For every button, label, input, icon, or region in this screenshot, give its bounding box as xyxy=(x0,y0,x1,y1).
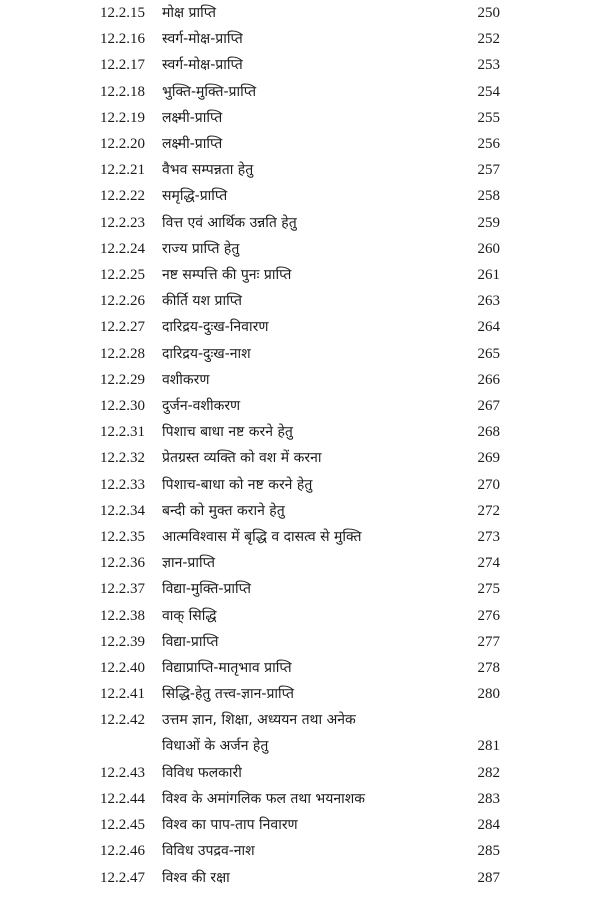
entry-title: वशीकरण xyxy=(162,371,210,388)
toc-entry xyxy=(0,236,600,262)
entry-page-number: 252 xyxy=(477,31,500,48)
toc-entry xyxy=(0,472,600,498)
toc-entry xyxy=(0,288,600,314)
entry-page-number: 269 xyxy=(477,450,500,467)
toc-entry xyxy=(0,838,600,864)
entry-title: बन्दी को मुक्त कराने हेतु xyxy=(162,502,285,519)
toc-entry xyxy=(0,131,600,157)
entry-number: 12.2.38 xyxy=(100,607,145,624)
toc-entry xyxy=(0,419,600,445)
entry-page-number: 266 xyxy=(477,371,500,388)
entry-number: 12.2.32 xyxy=(100,450,145,467)
toc-entry xyxy=(0,105,600,131)
entry-number: 12.2.39 xyxy=(100,633,145,650)
entry-title: विश्व की रक्षा xyxy=(162,869,230,886)
entry-title: वाक् सिद्धि xyxy=(162,607,217,624)
toc-entry xyxy=(0,524,600,550)
entry-number: 12.2.17 xyxy=(100,57,145,74)
toc-entry xyxy=(0,314,600,340)
entry-number: 12.2.42 xyxy=(100,712,145,729)
entry-title: भुक्ति-मुक्ति-प्राप्ति xyxy=(162,83,257,100)
entry-page-number: 278 xyxy=(477,660,500,676)
toc-entry xyxy=(0,183,600,209)
entry-page-number: 261 xyxy=(477,267,500,283)
entry-title: विविध फलकारी xyxy=(162,764,242,781)
entry-number: 12.2.43 xyxy=(100,764,145,781)
entry-number: 12.2.19 xyxy=(100,109,145,126)
entry-page-number: 258 xyxy=(477,188,500,205)
entry-title: विद्या-प्राप्ति xyxy=(162,633,219,650)
entry-title: पिशाच बाधा नष्ट करने हेतु xyxy=(162,424,293,441)
toc-entry xyxy=(0,655,600,681)
entry-number: 12.2.15 xyxy=(100,5,145,21)
toc-entry xyxy=(0,79,600,105)
entry-page-number: 255 xyxy=(477,109,500,126)
entry-number: 12.2.45 xyxy=(100,817,145,834)
entry-title-continued: विधाओं के अर्जन हेतु xyxy=(162,738,269,755)
entry-number: 12.2.28 xyxy=(100,345,145,362)
entry-page-number: 285 xyxy=(477,843,500,860)
entry-page-number: 275 xyxy=(477,581,500,598)
toc-entry xyxy=(0,498,600,524)
entry-number: 12.2.47 xyxy=(100,869,145,886)
entry-page-number: 254 xyxy=(477,83,500,100)
entry-title: विश्व का पाप-ताप निवारण xyxy=(162,817,298,834)
entry-number: 12.2.31 xyxy=(100,424,145,441)
entry-page-number: 267 xyxy=(477,398,500,414)
entry-page-number: 272 xyxy=(477,502,500,519)
entry-number: 12.2.37 xyxy=(100,581,145,598)
entry-number: 12.2.27 xyxy=(100,319,145,336)
entry-number: 12.2.36 xyxy=(100,555,145,572)
entry-title: पिशाच-बाधा को नष्ट करने हेतु xyxy=(162,476,313,493)
toc-entry xyxy=(0,210,600,236)
entry-title: स्वर्ग-मोक्ष-प्राप्ति xyxy=(162,31,243,48)
entry-title: स्वर्ग-मोक्ष-प्राप्ति xyxy=(162,57,243,74)
entry-title: उत्तम ज्ञान, शिक्षा, अध्ययन तथा अनेक xyxy=(162,712,356,729)
entry-title: ज्ञान-प्राप्ति xyxy=(162,555,215,572)
entry-number: 12.2.20 xyxy=(100,136,145,152)
toc-entry xyxy=(0,603,600,629)
toc-entry xyxy=(0,393,600,419)
toc-entry xyxy=(0,52,600,78)
entry-number: 12.2.21 xyxy=(100,162,145,179)
entry-page-number: 281 xyxy=(477,738,500,755)
entry-number: 12.2.24 xyxy=(100,240,145,257)
entry-page-number: 280 xyxy=(477,686,500,703)
entry-number: 12.2.23 xyxy=(100,214,145,231)
entry-number: 12.2.33 xyxy=(100,476,145,493)
entry-page-number: 268 xyxy=(477,424,500,441)
entry-page-number: 253 xyxy=(477,57,500,74)
entry-page-number: 257 xyxy=(477,162,500,179)
entry-title: राज्य प्राप्ति हेतु xyxy=(162,240,240,257)
entry-page-number: 265 xyxy=(477,345,500,362)
toc-entry xyxy=(0,681,600,707)
entry-title: कीर्ति यश प्राप्ति xyxy=(162,293,243,310)
entry-number: 12.2.46 xyxy=(100,843,145,860)
entry-title: लक्ष्मी-प्राप्ति xyxy=(162,109,223,126)
toc-entry xyxy=(0,707,600,759)
toc-entry xyxy=(0,367,600,393)
toc-entry xyxy=(0,760,600,786)
entry-number: 12.2.44 xyxy=(100,791,145,807)
entry-number: 12.2.40 xyxy=(100,660,145,676)
entry-title: मोक्ष प्राप्ति xyxy=(162,5,216,21)
entry-title: सिद्धि-हेतु तत्त्व-ज्ञान-प्राप्ति xyxy=(162,686,294,703)
entry-number: 12.2.26 xyxy=(100,293,145,310)
entry-page-number: 273 xyxy=(477,529,500,545)
entry-page-number: 283 xyxy=(477,791,500,807)
entry-number: 12.2.22 xyxy=(100,188,145,205)
entry-title: दुर्जन-वशीकरण xyxy=(162,398,241,414)
entry-page-number: 274 xyxy=(477,555,500,572)
entry-title: नष्ट सम्पत्ति की पुनः प्राप्ति xyxy=(162,267,292,283)
entry-title: विद्याप्राप्ति-मातृभाव प्राप्ति xyxy=(162,660,292,676)
entry-page-number: 270 xyxy=(477,476,500,493)
entry-title: दारिद्रय-दुःख-निवारण xyxy=(162,319,269,336)
entry-number: 12.2.30 xyxy=(100,398,145,414)
entry-page-number: 284 xyxy=(477,817,500,834)
entry-title: आत्मविश्वास में बृद्धि व दासत्व से मुक्ति xyxy=(162,529,362,545)
toc-entry xyxy=(0,157,600,183)
entry-title: वैभव सम्पन्नता हेतु xyxy=(162,162,254,179)
entry-number: 12.2.35 xyxy=(100,529,145,545)
entry-number: 12.2.16 xyxy=(100,31,145,48)
entry-title: विश्व के अमांगलिक फल तथा भयनाशक xyxy=(162,791,366,807)
toc-entry xyxy=(0,786,600,812)
toc-entry xyxy=(0,341,600,367)
entry-title: वित्त एवं आर्थिक उन्नति हेतु xyxy=(162,214,297,231)
entry-page-number: 250 xyxy=(477,5,500,21)
entry-title: प्रेतग्रस्त व्यक्ति को वश में करना xyxy=(162,450,322,467)
toc-entry xyxy=(0,445,600,471)
entry-page-number: 287 xyxy=(477,869,500,886)
toc-entry xyxy=(0,812,600,838)
entry-number: 12.2.41 xyxy=(100,686,145,703)
toc-entry xyxy=(0,629,600,655)
toc-entry xyxy=(0,26,600,52)
entry-page-number: 276 xyxy=(477,607,500,624)
toc-entry xyxy=(0,865,600,891)
entry-page-number: 263 xyxy=(477,293,500,310)
entry-number: 12.2.34 xyxy=(100,502,145,519)
entry-title: समृद्धि-प्राप्ति xyxy=(162,188,228,205)
entry-number: 12.2.18 xyxy=(100,83,145,100)
entry-title: विविध उपद्रव-नाश xyxy=(162,843,255,860)
entry-number: 12.2.29 xyxy=(100,371,145,388)
entry-title: विद्या-मुक्ति-प्राप्ति xyxy=(162,581,251,598)
entry-page-number: 256 xyxy=(477,136,500,152)
entry-page-number: 277 xyxy=(477,633,500,650)
entry-title: दारिद्रय-दुःख-नाश xyxy=(162,345,251,362)
entry-page-number: 259 xyxy=(477,214,500,231)
toc-entry xyxy=(0,262,600,288)
entry-page-number: 282 xyxy=(477,764,500,781)
entry-page-number: 260 xyxy=(477,240,500,257)
entry-number: 12.2.25 xyxy=(100,267,145,283)
toc-entry xyxy=(0,550,600,576)
toc-entry xyxy=(0,576,600,602)
entry-title: लक्ष्मी-प्राप्ति xyxy=(162,136,223,152)
entry-page-number: 264 xyxy=(477,319,500,336)
toc-entry xyxy=(0,0,600,26)
